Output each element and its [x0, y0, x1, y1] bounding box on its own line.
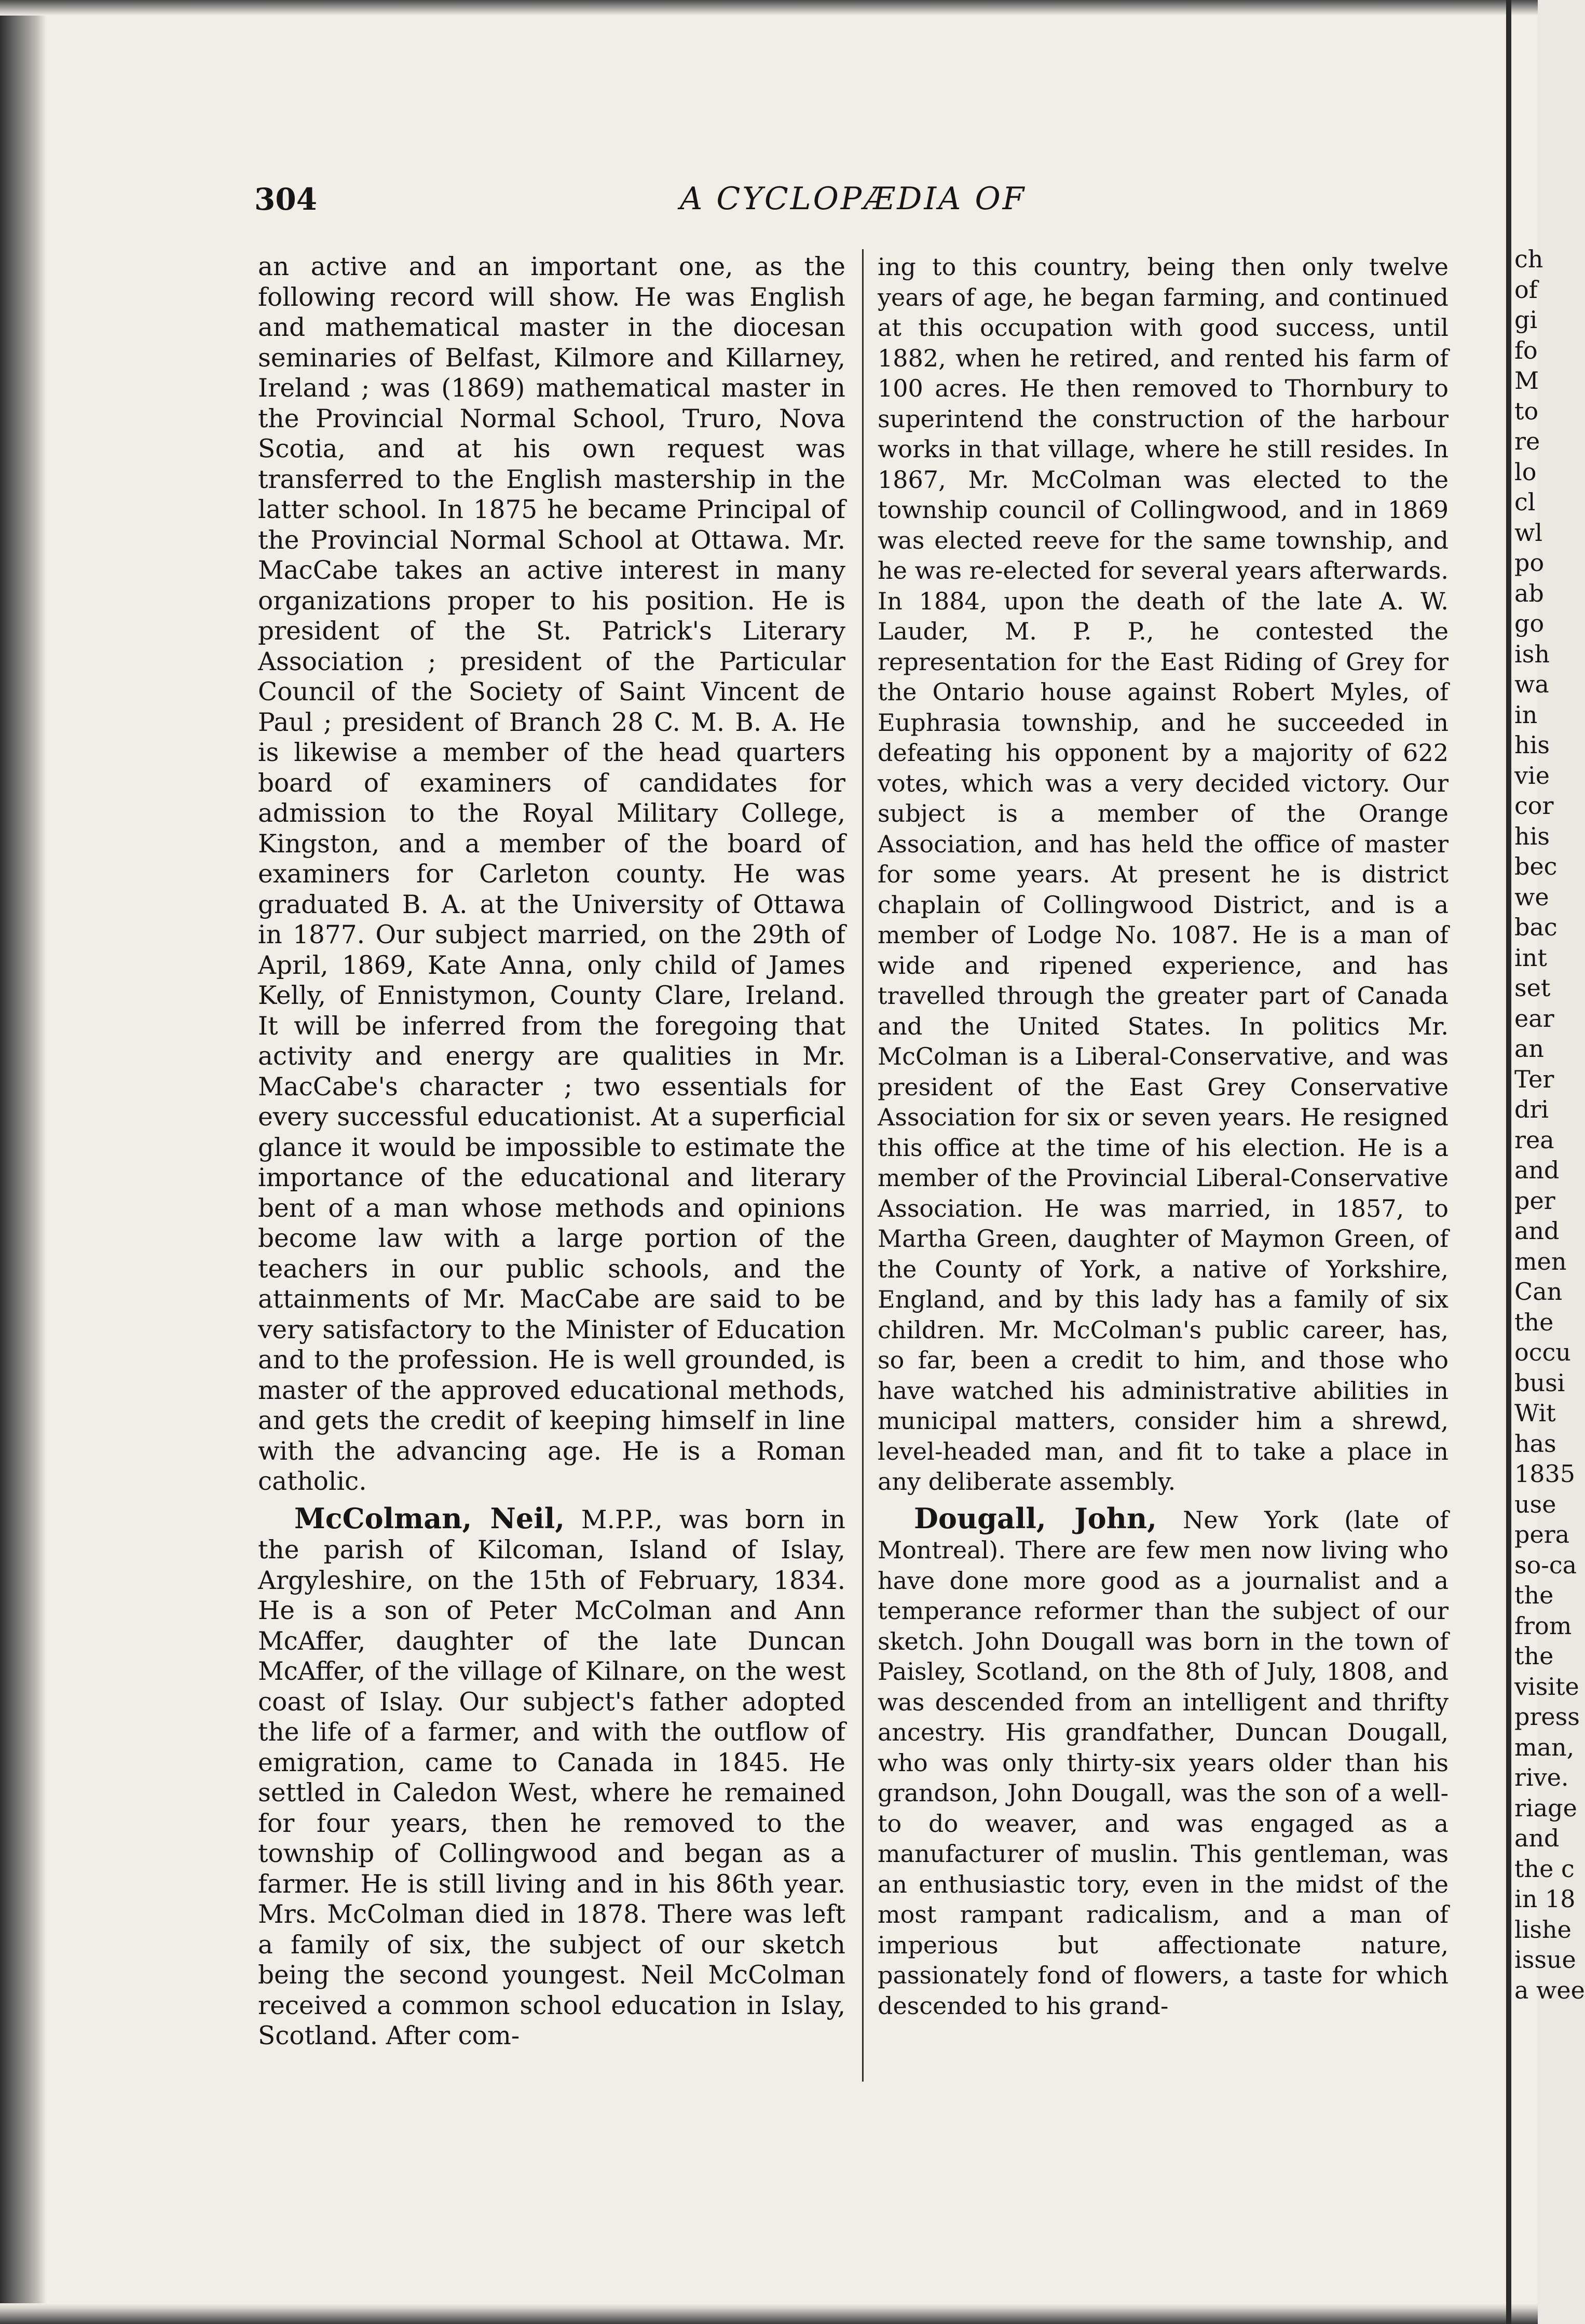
adjacent-page-line: bec	[1514, 852, 1557, 880]
adjacent-page-line: to	[1514, 397, 1539, 425]
adjacent-page-line: bac	[1514, 913, 1557, 941]
adjacent-page-line: Ter	[1514, 1065, 1554, 1093]
adjacent-page-line: wa	[1514, 670, 1549, 698]
adjacent-page-line: rive.	[1514, 1763, 1569, 1791]
adjacent-page-fragment	[1514, 244, 1585, 2082]
adjacent-page-line: and	[1514, 1156, 1560, 1184]
adjacent-page-line: dri	[1514, 1095, 1549, 1123]
adjacent-page-line: from	[1514, 1611, 1572, 1640]
adjacent-page-line: go	[1514, 609, 1545, 637]
adjacent-page-line: an	[1514, 1035, 1545, 1063]
page-header	[254, 176, 1085, 223]
adjacent-page-line: per	[1514, 1186, 1555, 1215]
adjacent-page-line: men	[1514, 1247, 1567, 1275]
adjacent-page-line: int	[1514, 943, 1547, 972]
adjacent-page-line: and	[1514, 1217, 1560, 1245]
adjacent-page-line: and	[1514, 1824, 1560, 1852]
adjacent-page-line: a wee	[1514, 1976, 1585, 2004]
adjacent-page-line: cl	[1514, 488, 1536, 516]
adjacent-page-line: press	[1514, 1703, 1580, 1731]
adjacent-page-line: vie	[1514, 761, 1550, 790]
adjacent-page-line: cor	[1514, 792, 1554, 820]
mccolman-entry-text: M.P.P., was born in the parish of Kilcoman, Island of Islay, Argyleshire, on the 15th of February, 1834. He is a son of Peter McColman and Ann McAffer, daughter of the late Duncan McAffer, of the village of Kilnare, on the west coast of Islay. Our subject's father adopted the life of a farmer, and with the outflow of emigration, came to Canada in 1845. He settled in Caledon West, where he remained for four years, then he removed to the township of Collingwood and began as a farmer. He is still living and in his 86th year. Mrs. McColman died in 1878. There was left a family of six, the subject of our sketch being the second youngest. Neil McColman received a common school education in Islay, Scotland. After com-	[258, 1505, 845, 2050]
adjacent-page-line: so-ca	[1514, 1551, 1577, 1579]
adjacent-page-line: the	[1514, 1581, 1554, 1609]
running-title: A CYCLOPÆDIA OF	[680, 181, 1027, 217]
macabe-entry-continuation: an active and an important one, as the following record will show. He was English and mathematical master in the diocesan seminaries of Belfast, Kilmore and Killarney, Ireland ; was (1869) mathematical master in the Provincial Normal School, Truro, Nova Scotia, and at his own request was transferred to the English mastership in the latter school. In 1875 he became Principal of the Provincial Normal School at Ottawa. Mr. MacCabe takes an active interest in many organizations proper to his position. He is president of the St. Patrick's Literary Association ; president of the Particular Council of the Society of Saint Vincent de Paul ; president of Branch 28 C. M. B. A. He is likewise a member of the head quarters board of examiners of candidates for admission to the Royal Military College, Kingston, and a member of the board of examiners for Carleton county. He was graduated B. A. at the University of Ottawa in 1877. Our subject married, on the 29th of April, 1869, Kate Anna, only child of James Kelly, of Ennistymon, County Clare, Ireland. It will be inferred from the foregoing that activity and energy are qualities in Mr. MacCabe's character ; two essentials for every successful educationist. At a superficial glance it would be impossible to estimate the importance of the educational and literary bent of a man whose methods and opinions become law with a large portion of the teachers in our public schools, and the attainments of Mr. MacCabe are said to be very satisfactory to the Minister of Education and to the profession. He is well grounded, is master of the approved educational methods, and gets the credit of keeping himself in line with the advancing age. He is a Roman catholic.	[258, 252, 845, 1496]
adjacent-page-line: ish	[1514, 640, 1550, 668]
dougall-entry-name: Dougall, John,	[914, 1501, 1157, 1535]
adjacent-page-line: Wit	[1514, 1399, 1556, 1427]
adjacent-page-line: Can	[1514, 1277, 1563, 1306]
adjacent-page-line: man,	[1514, 1733, 1575, 1761]
adjacent-page-line: wl	[1514, 518, 1543, 547]
adjacent-page-line: use	[1514, 1490, 1556, 1518]
adjacent-page-line: ab	[1514, 579, 1544, 607]
adjacent-page-line: in	[1514, 700, 1538, 729]
binding-shadow	[0, 0, 47, 2324]
adjacent-page-line: visite	[1514, 1672, 1579, 1701]
adjacent-page-line: set	[1514, 974, 1551, 1002]
adjacent-page-line: the c	[1514, 1854, 1575, 1883]
page-number: 304	[254, 182, 318, 217]
adjacent-page-line: riage	[1514, 1793, 1577, 1822]
adjacent-page-line: ch	[1514, 245, 1543, 273]
adjacent-page-line: M	[1514, 366, 1539, 395]
adjacent-page-line: occu	[1514, 1338, 1571, 1366]
dougall-entry	[878, 1503, 1449, 2021]
top-scan-edge	[0, 0, 1538, 16]
adjacent-page-line: fo	[1514, 336, 1538, 364]
adjacent-page-line: his	[1514, 822, 1550, 850]
adjacent-page-line: busi	[1514, 1368, 1565, 1397]
adjacent-page-line: 1835	[1514, 1460, 1576, 1488]
mccolman-entry-continuation: ing to this country, being then only twelve years of age, he began farming, and continued at this occupation with good success, until 1882, when he retired, and rented his farm of 100 acres. He then removed to Thornbury to superintend the construction of the harbour works in that village, where he still resides. In 1867, Mr. McColman was elected to the township council of Collingwood, and in 1869 was elected reeve for the same township, and he was re-elected for several years afterwards. In 1884, upon the death of the late A. W. Lauder, M. P. P., he contested the representation for the East Riding of Grey for the Ontario house against Robert Myles, of Euphrasia township, and he succeeded in defeating his opponent by a majority of 622 votes, which was a very decided victory. Our subject is a member of the Orange Association, and has held the office of master for some years. At present he is district chaplain of Collingwood District, and is a member of Lodge No. 1087. He is a man of wide and ripened experience, and has travelled through the greater part of Canada and the United States. In politics Mr. McColman is a Liberal-Conservative, and was president of the East Grey Conservative Association for six or seven years. He resigned this office at the time of his election. He is a member of the Provincial Liberal-Conservative Association. He was married, in 1857, to Martha Green, daughter of Maymon Green, of the County of York, a native of Yorkshire, England, and by this lady has a family of six children. Mr. McColman's public career, has, so far, been a credit to him, and those who have watched his administrative abilities in municipal matters, consider him a shrewd, level-headed man, and fit to take a place in any deliberate assembly.	[878, 253, 1449, 1496]
adjacent-page-line: of	[1514, 275, 1538, 304]
mccolman-entry-name: McColman, Neil,	[294, 1501, 565, 1535]
right-column	[878, 252, 1449, 2089]
adjacent-page-line: issue	[1514, 1946, 1576, 1974]
adjacent-page-line: in 18	[1514, 1885, 1576, 1913]
bottom-scan-edge	[0, 2303, 1538, 2324]
page-edge-divider	[1506, 0, 1511, 2324]
adjacent-page-line: ear	[1514, 1004, 1554, 1032]
adjacent-page-line: gi	[1514, 306, 1538, 334]
adjacent-page-line: po	[1514, 549, 1545, 577]
column-rule	[862, 249, 864, 2082]
adjacent-page-line: has	[1514, 1429, 1556, 1458]
adjacent-page-line: his	[1514, 731, 1550, 759]
adjacent-page-line: re	[1514, 427, 1540, 455]
adjacent-page-line: lishe	[1514, 1915, 1572, 1944]
adjacent-page-line: rea	[1514, 1125, 1554, 1154]
mccolman-entry	[258, 1503, 845, 2051]
adjacent-page-line: we	[1514, 882, 1549, 911]
adjacent-page-line: lo	[1514, 457, 1537, 486]
dougall-entry-text: New York (late of Montreal). There are few men now living who have done more good as a journalist and a temperance reformer than the subject of our sketch. John Dougall was born in the town of Paisley, Scotland, on the 8th of July, 1808, and was descended from an intelligent and thrifty ancestry. His grandfather, Duncan Dougall, who was only thirty-six years older than his grandson, John Dougall, was the son of a well-to do weaver, and was engaged as a manufacturer of muslin. This gentleman, was an enthusiastic tory, even in the midst of the most rampant radicalism, and a man of imperious but affectionate nature, passionately fond of flowers, a taste for which descended to his grand-	[878, 1505, 1449, 2020]
left-column	[258, 252, 845, 2089]
adjacent-page-line: the	[1514, 1308, 1554, 1336]
adjacent-page-line: the	[1514, 1642, 1554, 1670]
adjacent-page-line: pera	[1514, 1520, 1570, 1548]
